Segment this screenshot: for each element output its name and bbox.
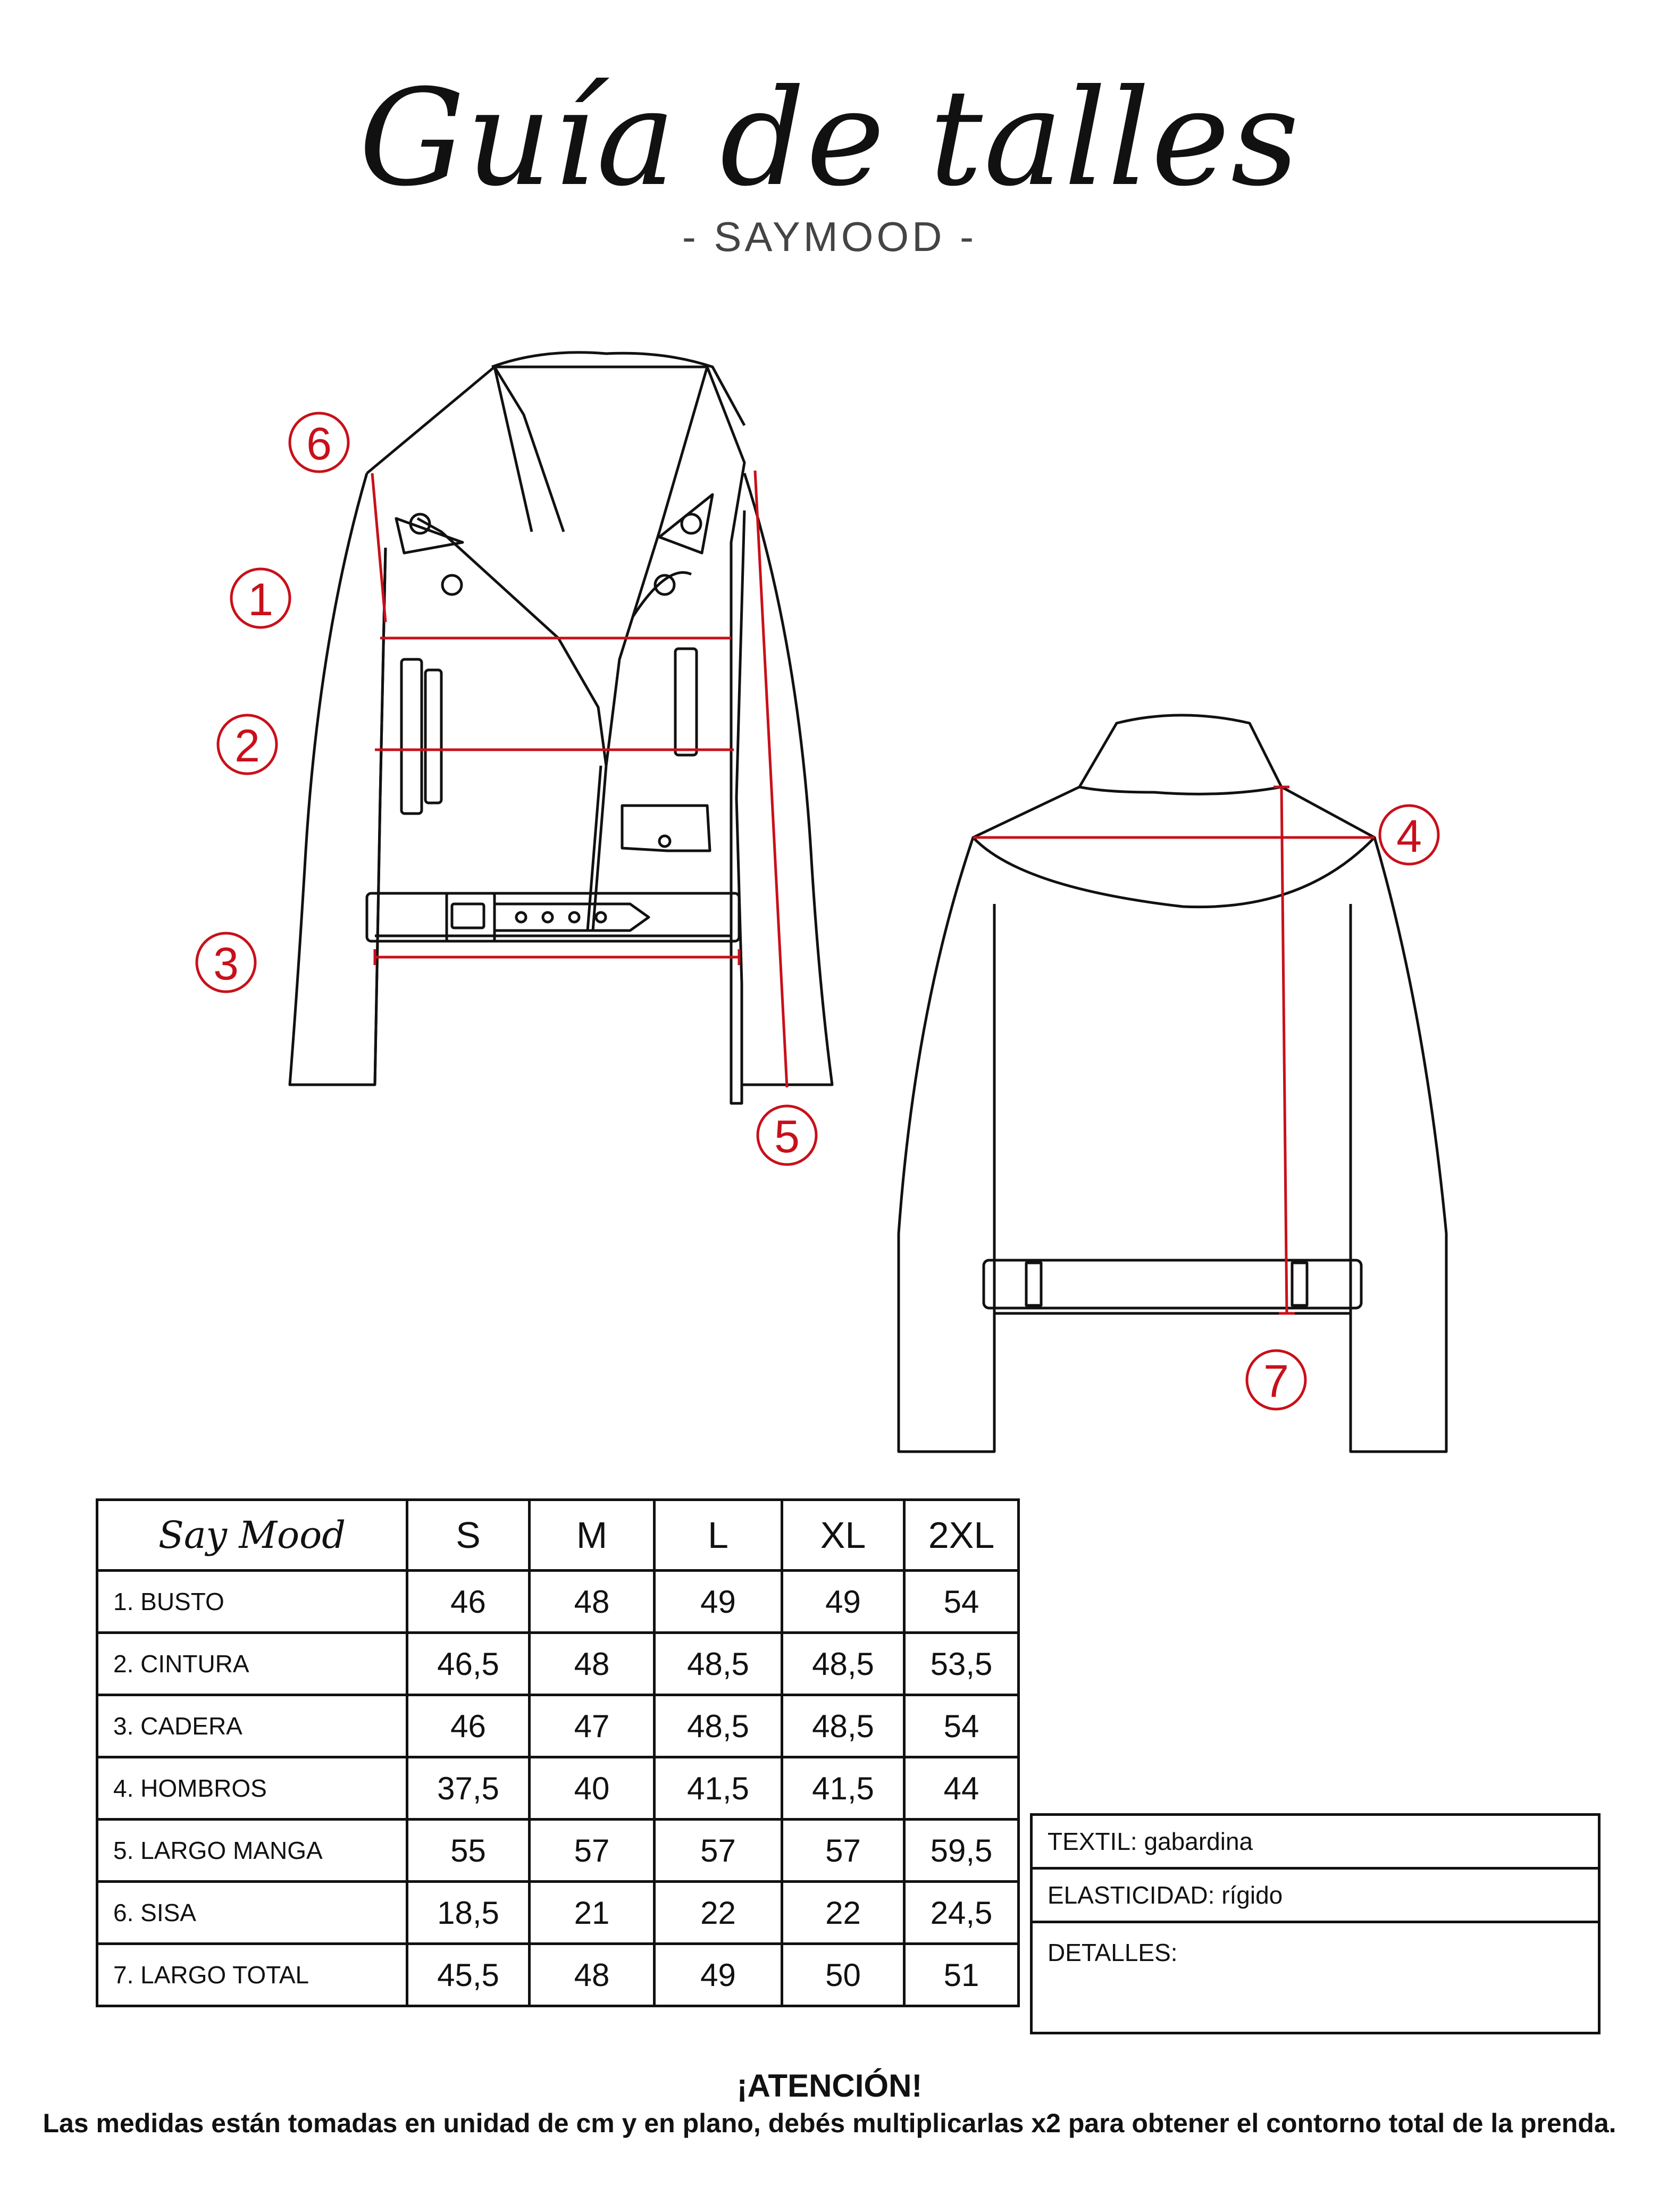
table-cell: 48,5 [655, 1633, 782, 1695]
table-cell: 49 [655, 1944, 782, 2006]
table-cell: 57 [782, 1820, 904, 1882]
elasticidad-value: ELASTICIDAD: rígido [1032, 1869, 1599, 1922]
size-header-m: M [530, 1500, 655, 1571]
table-row [97, 1695, 1019, 1757]
textil-value: TEXTIL: gabardina [1032, 1815, 1599, 1869]
measure-marker-7 [1247, 1351, 1305, 1409]
fabric-info-table [1030, 1813, 1601, 2034]
table-cell: 21 [530, 1882, 655, 1944]
table-cell: 51 [904, 1944, 1019, 2006]
table-cell: 24,5 [904, 1882, 1019, 1944]
table-row [97, 1633, 1019, 1695]
table-cell: 22 [782, 1882, 904, 1944]
row-label: 2. CINTURA [97, 1633, 407, 1695]
table-cell: 49 [655, 1571, 782, 1633]
measure-marker-5 [758, 1106, 816, 1164]
table-cell: 41,5 [655, 1757, 782, 1820]
front-jacket [290, 353, 832, 1103]
table-cell: 46 [407, 1695, 530, 1757]
front-measure-markers [197, 413, 816, 1164]
table-cell: 37,5 [407, 1757, 530, 1820]
measure-marker-2 [218, 715, 276, 774]
svg-text:3: 3 [213, 939, 239, 990]
svg-text:6: 6 [306, 418, 332, 470]
table-cell: 48,5 [782, 1695, 904, 1757]
attention-heading: ¡ATENCIÓN! [736, 2068, 923, 2104]
svg-text:1: 1 [248, 574, 273, 625]
table-cell: 50 [782, 1944, 904, 2006]
row-label: 5. LARGO MANGA [97, 1820, 407, 1882]
table-cell: 48,5 [655, 1695, 782, 1757]
table-cell: 54 [904, 1695, 1019, 1757]
table-cell: 57 [655, 1820, 782, 1882]
table-cell: 47 [530, 1695, 655, 1757]
row-label: 1. BUSTO [97, 1571, 407, 1633]
table-row [97, 1757, 1019, 1820]
measure-marker-6 [290, 413, 348, 472]
size-header-row [97, 1500, 1019, 1571]
info-row-detalles [1032, 1922, 1599, 2033]
table-cell: 46 [407, 1571, 530, 1633]
table-cell: 48,5 [782, 1633, 904, 1695]
size-chart-table [96, 1498, 1020, 2007]
table-cell: 59,5 [904, 1820, 1019, 1882]
page-title: Guía de talles [358, 61, 1301, 215]
svg-text:5: 5 [774, 1111, 800, 1162]
back-measurements [973, 787, 1375, 1313]
measure-marker-4 [1380, 806, 1438, 864]
back-jacket [899, 715, 1446, 1452]
row-label: 7. LARGO TOTAL [97, 1944, 407, 2006]
table-cell: 48 [530, 1571, 655, 1633]
table-cell: 49 [782, 1571, 904, 1633]
table-row [97, 1882, 1019, 1944]
table-cell: 46,5 [407, 1633, 530, 1695]
table-cell: 55 [407, 1820, 530, 1882]
info-row-elasticidad [1032, 1869, 1599, 1922]
svg-text:7: 7 [1263, 1356, 1289, 1407]
table-cell: 53,5 [904, 1633, 1019, 1695]
info-row-textil [1032, 1815, 1599, 1869]
table-cell: 54 [904, 1571, 1019, 1633]
table-row [97, 1820, 1019, 1882]
table-cell: 48 [530, 1633, 655, 1695]
detalles-value: DETALLES: [1032, 1922, 1599, 2033]
measure-marker-3 [197, 933, 255, 992]
size-header-s: S [407, 1500, 530, 1571]
row-label: 4. HOMBROS [97, 1757, 407, 1820]
table-cell: 57 [530, 1820, 655, 1882]
table-cell: 22 [655, 1882, 782, 1944]
svg-text:2: 2 [234, 720, 260, 772]
row-label: 6. SISA [97, 1882, 407, 1944]
measurement-note: Las medidas están tomadas en unidad de cm y en plano, debés multiplicarlas x2 para obtener el contorno total de la prenda. [43, 2108, 1616, 2138]
row-label: 3. CADERA [97, 1695, 407, 1757]
table-cell: 18,5 [407, 1882, 530, 1944]
front-measurements [372, 471, 787, 1087]
table-cell: 45,5 [407, 1944, 530, 2006]
size-header-xl: XL [782, 1500, 904, 1571]
size-header-2xl: 2XL [904, 1500, 1019, 1571]
table-row [97, 1944, 1019, 2006]
size-header-l: L [655, 1500, 782, 1571]
brand-subtitle: - SAYMOOD - [682, 213, 977, 260]
table-cell: 40 [530, 1757, 655, 1820]
table-row [97, 1571, 1019, 1633]
table-cell: 41,5 [782, 1757, 904, 1820]
table-cell: 44 [904, 1757, 1019, 1820]
measure-marker-1 [231, 569, 290, 627]
brand-signature: Say Mood [97, 1500, 407, 1571]
table-cell: 48 [530, 1944, 655, 2006]
svg-text:4: 4 [1396, 811, 1422, 862]
